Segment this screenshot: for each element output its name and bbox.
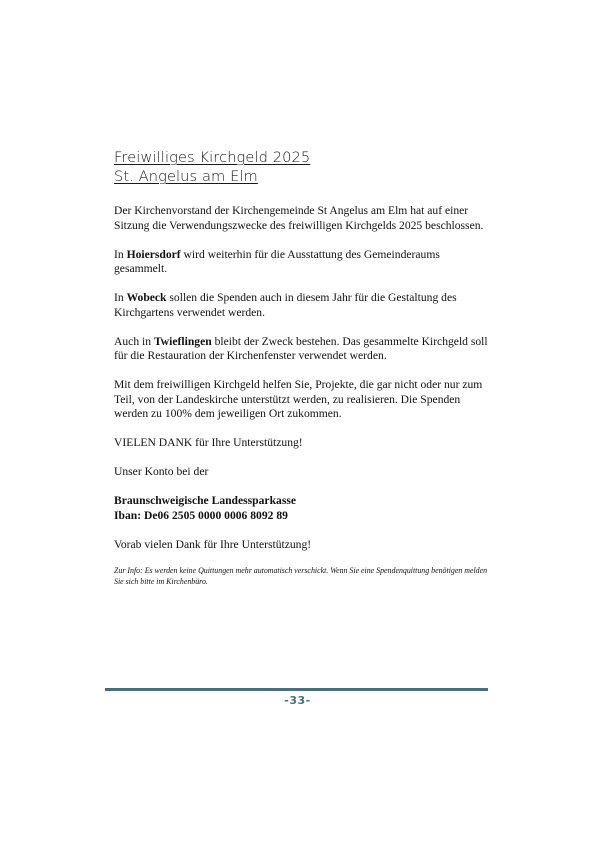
- wobeck-paragraph: In Wobeck sollen die Spenden auch in diesem Jahr für die Gestaltung des Kirchgartens verwendet werden.: [114, 291, 457, 319]
- twieflingen-paragraph: Auch in Twieflingen bleibt der Zweck bestehen. Das gesammelte Kirchgeld soll für die Restauration der Kirchenfenster verwendet werden.: [114, 334, 488, 362]
- place-name-wobeck: Wobeck: [126, 291, 167, 304]
- intro-paragraph: Der Kirchenvorstand der Kirchengemeinde St Angelus am Elm hat auf einer Sitzung die Verwendungszwecke des freiwilligen Kirchgelds 2025 beschlossen.: [114, 204, 484, 232]
- place-name-twieflingen: Twieflingen: [153, 334, 212, 348]
- page-subtitle: St. Angelus am Elm: [114, 168, 258, 185]
- document-body: [114, 148, 494, 587]
- page-title: Freiwilliges Kirchgeld 2025: [114, 149, 311, 166]
- help-paragraph: Mit dem freiwilligen Kirchgeld helfen Sie, Projekte, die gar nicht oder nur zum Teil, von der Landeskirche unterstützt werden, zu realisieren. Die Spenden werden zu 100% dem jeweiligen Ort zukommen.: [114, 378, 483, 420]
- page-number: -33-: [284, 694, 311, 707]
- bank-name: Braunschweigische Landessparkasse: [114, 494, 296, 507]
- info-note: Zur Info: Es werden keine Quittungen mehr automatisch verschickt. Wenn Sie eine Spendenquittung benötigen melden Sie sich bitte im Kirchenbüro.: [114, 565, 488, 586]
- title-block: [114, 148, 494, 186]
- footer-divider: [105, 688, 488, 691]
- iban: Iban: De06 2505 0000 0006 8092 89: [114, 508, 288, 522]
- place-name-hoiersdorf: Hoiersdorf: [126, 247, 181, 261]
- account-intro: Unser Konto bei der: [114, 465, 209, 478]
- thanks-paragraph: VIELEN DANK für Ihre Unterstützung!: [114, 436, 303, 449]
- bank-details: [114, 494, 494, 523]
- closing-paragraph: Vorab vielen Dank für Ihre Unterstützung!: [114, 537, 312, 551]
- hoiersdorf-paragraph: In Hoiersdorf wird weiterhin für die Ausstattung des Gemeinderaums gesammelt.: [114, 247, 440, 275]
